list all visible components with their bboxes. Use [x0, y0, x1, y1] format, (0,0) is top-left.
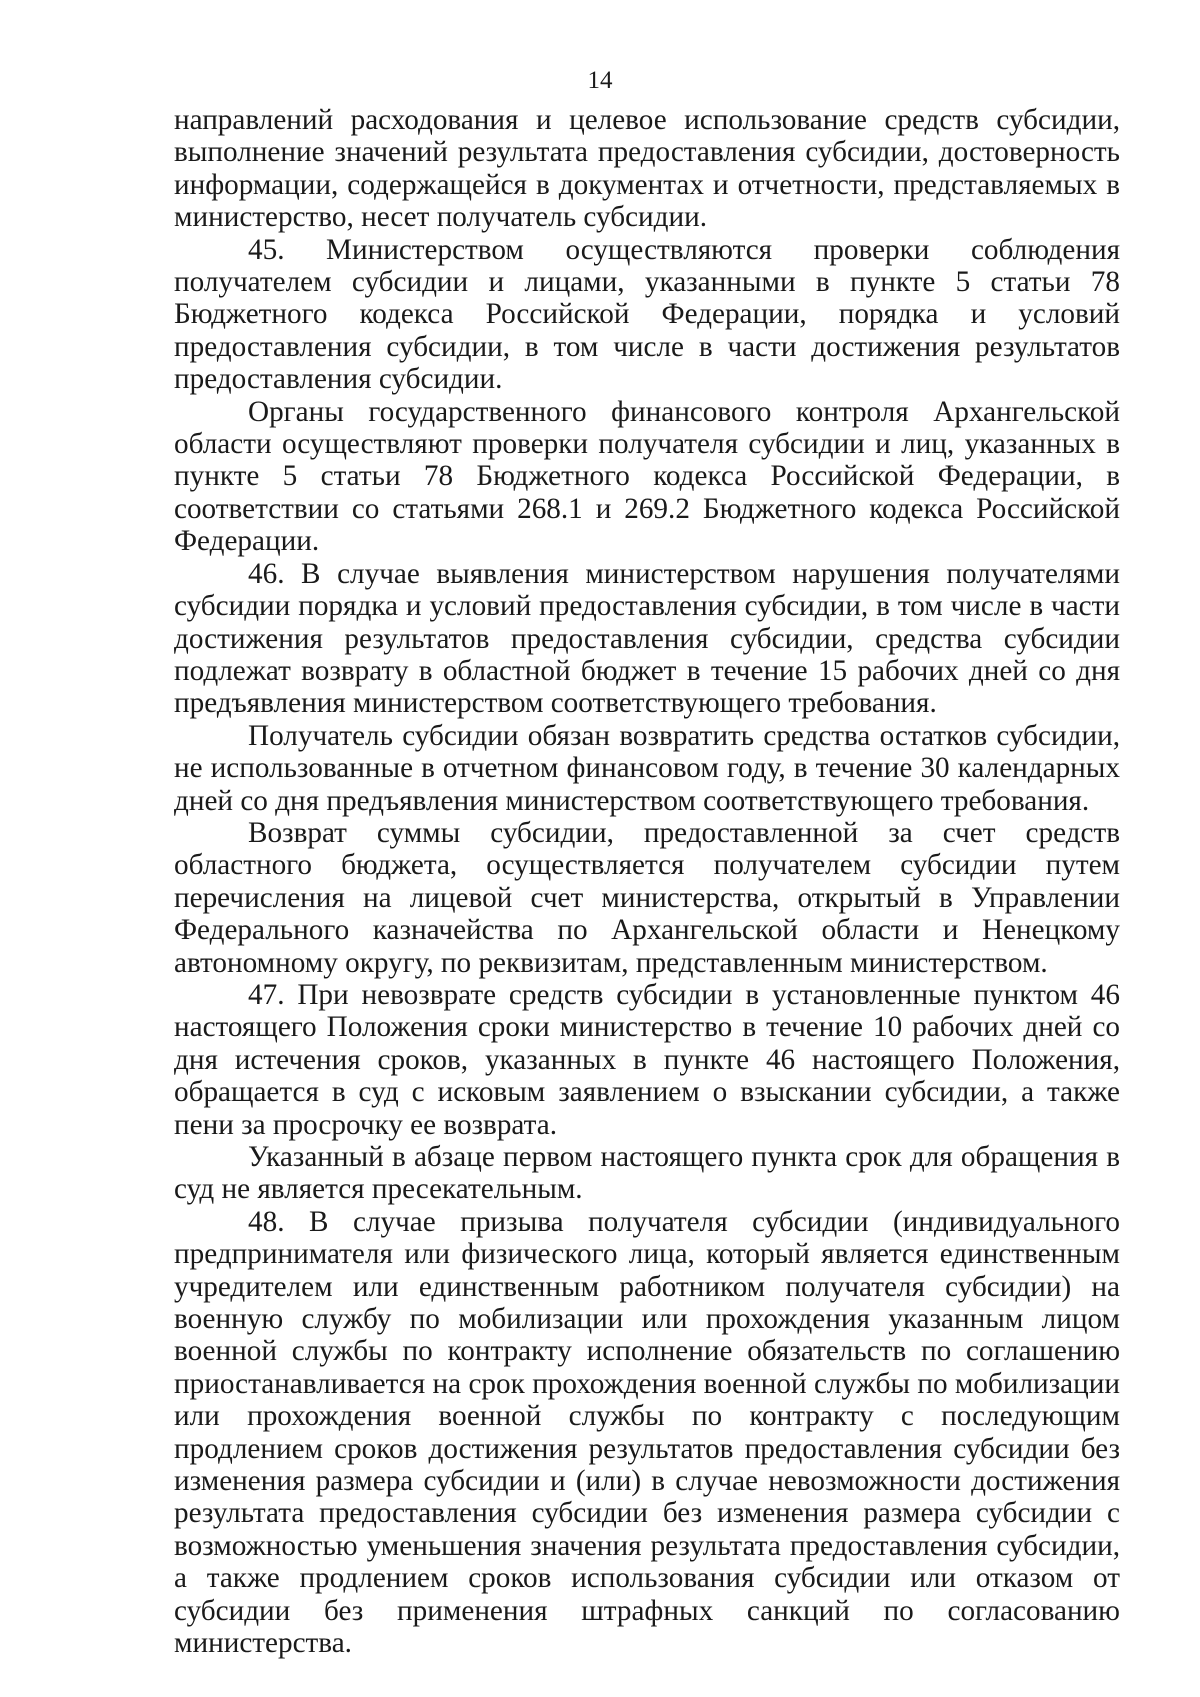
paragraph: Возврат суммы субсидии, предоставленной за счет средств областного бюджета, осуществляется получателем субсидии путем перечисления на лицевой счет министерства, открытый в Управлении Федерального казначейства по Архангельской области и Ненецкому автономному округу, по реквизитам, представленным министерством.: [174, 816, 1120, 979]
paragraph: Органы государственного финансового контроля Архангельской области осуществляют проверки получателя субсидии и лиц, указанных в пункте 5 статьи 78 Бюджетного кодекса Российской Федерации, в соответствии со статьями 268.1 и 269.2 Бюджетного кодекса Российской Федерации.: [174, 395, 1120, 558]
paragraph: направлений расходования и целевое использование средств субсидии, выполнение значений результата предоставления субсидии, достоверность информации, содержащейся в документах и отчетности, представляемых в министерство, несет получатель субсидии.: [174, 104, 1120, 234]
paragraph-48: 48. В случае призыва получателя субсидии (индивидуального предпринимателя или физического лица, который является единственным учредителем или единственным работником получателя субсидии) на военную службу по мобилизации или прохождения указанным лицом военной службы по контракту исполнение обязательств по соглашению приостанавливается на срок прохождения военной службы по мобилизации или прохождения военной службы по контракту с последующим продлением сроков достижения результатов предоставления субсидии без изменения размера субсидии и (или) в случае невозможности достижения результата предоставления субсидии без изменения размера субсидии с возможностью уменьшения значения результата предоставления субсидии, а также продлением сроков использования субсидии или отказом от субсидии без применения штрафных санкций по согласованию министерства.: [174, 1205, 1120, 1660]
document-body: [174, 104, 1120, 1660]
paragraph-45: 45. Министерством осуществляются проверки соблюдения получателем субсидии и лицами, указанными в пункте 5 статьи 78 Бюджетного кодекса Российской Федерации, порядка и условий предоставления субсидии, в том числе в части достижения результатов предоставления субсидии.: [174, 233, 1120, 396]
paragraph-47: 47. При невозврате средств субсидии в установленные пунктом 46 настоящего Положения сроки министерство в течение 10 рабочих дней со дня истечения сроков, указанных в пункте 46 настоящего Положения, обращается в суд с исковым заявлением о взыскании субсидии, а также пени за просрочку ее возврата.: [174, 978, 1120, 1141]
page-number: 14: [587, 67, 613, 94]
paragraph: Получатель субсидии обязан возвратить средства остатков субсидии, не использованные в отчетном финансовом году, в течение 30 календарных дней со дня предъявления министерством соответствующего требования.: [174, 719, 1120, 817]
paragraph-46: 46. В случае выявления министерством нарушения получателями субсидии порядка и условий предоставления субсидии, в том числе в части достижения результатов предоставления субсидии, средства субсидии подлежат возврату в областной бюджет в течение 15 рабочих дней со дня предъявления министерством соответствующего требования.: [174, 557, 1120, 720]
paragraph: Указанный в абзаце первом настоящего пункта срок для обращения в суд не является пресекательным.: [174, 1141, 1120, 1206]
